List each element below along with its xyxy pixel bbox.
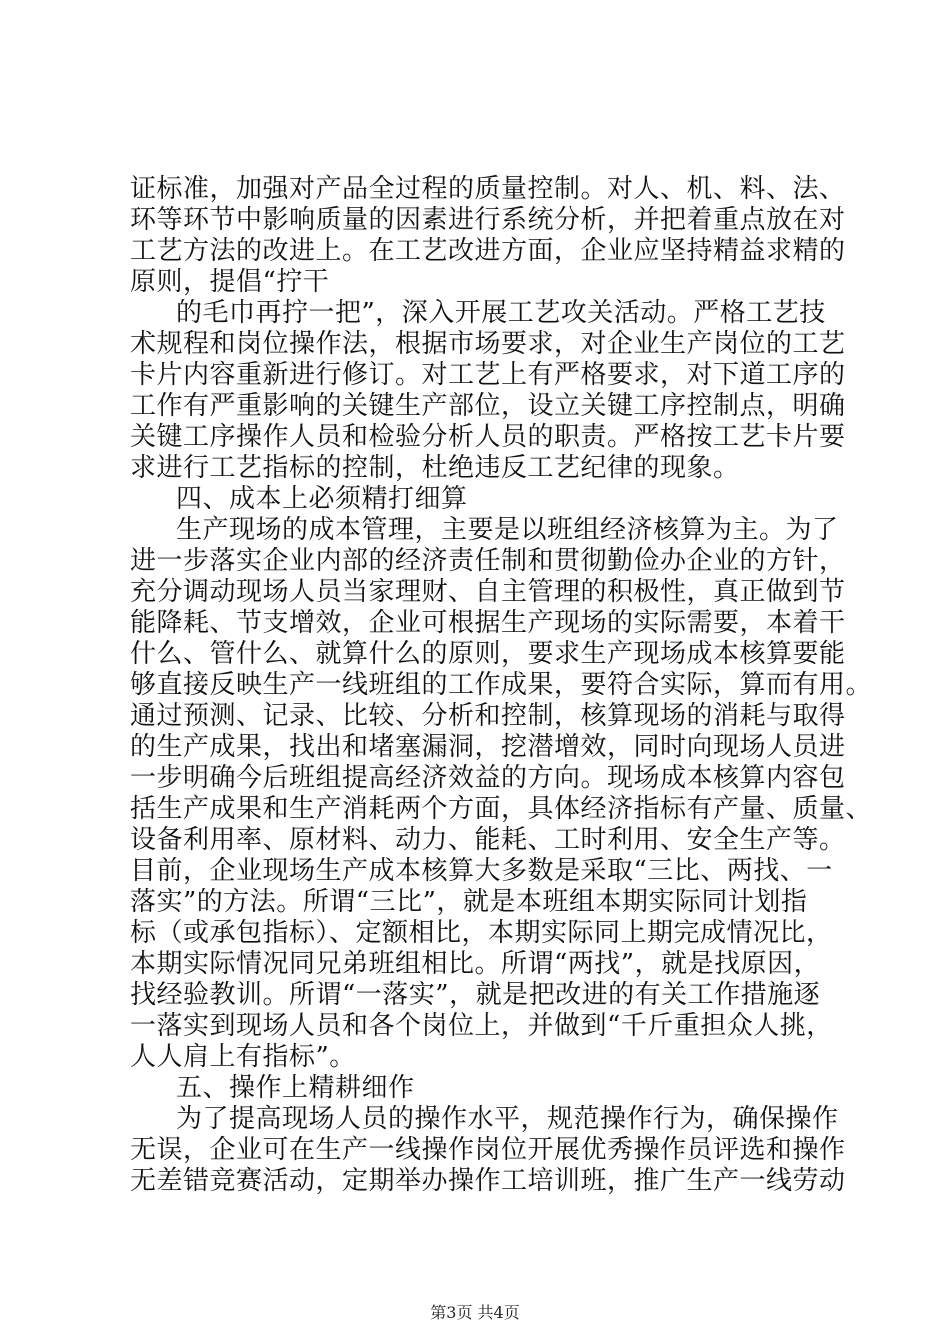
text-line: 目前，企业现场生产成本核算大多数是采取“三比、两找、一 bbox=[130, 856, 833, 886]
page-footer: 第3页 共4页 bbox=[430, 1303, 520, 1322]
text-line: 能降耗、节支增效，企业可根据生产现场的实际需要，本着干 bbox=[130, 608, 846, 638]
text-line: 工艺方法的改进上。在工艺改进方面，企业应坚持精益求精的 bbox=[130, 236, 846, 266]
text-line: 四、成本上必须精打细算 bbox=[176, 484, 468, 514]
text-line: 通过预测、记录、比较、分析和控制，核算现场的消耗与取得 bbox=[130, 701, 846, 731]
text-line: 找经验教训。所谓“一落实”，就是把改进的有关工作措施逐 bbox=[130, 980, 821, 1010]
text-line: 生产现场的成本管理，主要是以班组经济核算为主。为了 bbox=[176, 515, 839, 545]
text-line: 为了提高现场人员的操作水平，规范操作行为，确保操作 bbox=[176, 1104, 839, 1134]
text-line: 本期实际情况同兄弟班组相比。所谓“两找”，就是找原因， bbox=[130, 949, 821, 979]
text-line: 环等环节中影响质量的因素进行系统分析，并把着重点放在对 bbox=[130, 205, 846, 235]
text-line: 工作有严重影响的关键生产部位，设立关键工序控制点，明确 bbox=[130, 391, 846, 421]
text-line: 的毛巾再拧一把”，深入开展工艺攻关活动。严格工艺技 bbox=[176, 298, 826, 328]
text-line: 一步明确今后班组提高经济效益的方向。现场成本核算内容包 bbox=[130, 763, 846, 793]
text-line: 证标准，加强对产品全过程的质量控制。对人、机、料、法、 bbox=[130, 174, 846, 204]
text-line: 充分调动现场人员当家理财、自主管理的积极性，真正做到节 bbox=[130, 577, 846, 607]
text-line: 原则，提倡“拧干 bbox=[130, 267, 330, 297]
text-line: 五、操作上精耕细作 bbox=[176, 1073, 415, 1103]
text-line: 术规程和岗位操作法，根据市场要求，对企业生产岗位的工艺 bbox=[130, 329, 846, 359]
text-line: 标（或承包指标）、定额相比，本期实际同上期完成情况比， bbox=[130, 918, 833, 948]
text-line: 无误，企业可在生产一线操作岗位开展优秀操作员评选和操作 bbox=[130, 1135, 846, 1165]
text-line: 的生产成果，找出和堵塞漏洞，挖潜增效，同时向现场人员进 bbox=[130, 732, 846, 762]
text-line: 什么、管什么、就算什么的原则，要求生产现场成本核算要能 bbox=[130, 639, 846, 669]
text-line: 进一步落实企业内部的经济责任制和贯彻勤俭办企业的方针， bbox=[130, 546, 846, 576]
document-body bbox=[130, 174, 873, 1197]
text-line: 一落实到现场人员和各个岗位上，并做到“千斤重担众人挑， bbox=[130, 1011, 833, 1041]
text-line: 求进行工艺指标的控制，杜绝违反工艺纪律的现象。 bbox=[130, 453, 740, 483]
text-line: 够直接反映生产一线班组的工作成果，要符合实际，算而有用。 bbox=[130, 670, 873, 700]
text-line: 无差错竞赛活动，定期举办操作工培训班，推广生产一线劳动 bbox=[130, 1166, 846, 1196]
text-line: 落实”的方法。所谓“三比”，就是本班组本期实际同计划指 bbox=[130, 887, 808, 917]
text-line: 卡片内容重新进行修订。对工艺上有严格要求，对下道工序的 bbox=[130, 360, 846, 390]
text-line: 人人肩上有指标”。 bbox=[130, 1042, 356, 1072]
text-line: 设备利用率、原材料、动力、能耗、工时利用、安全生产等。 bbox=[130, 825, 846, 855]
text-line: 括生产成果和生产消耗两个方面，具体经济指标有产量、质量、 bbox=[130, 794, 873, 824]
text-line: 关键工序操作人员和检验分析人员的职责。严格按工艺卡片要 bbox=[130, 422, 846, 452]
